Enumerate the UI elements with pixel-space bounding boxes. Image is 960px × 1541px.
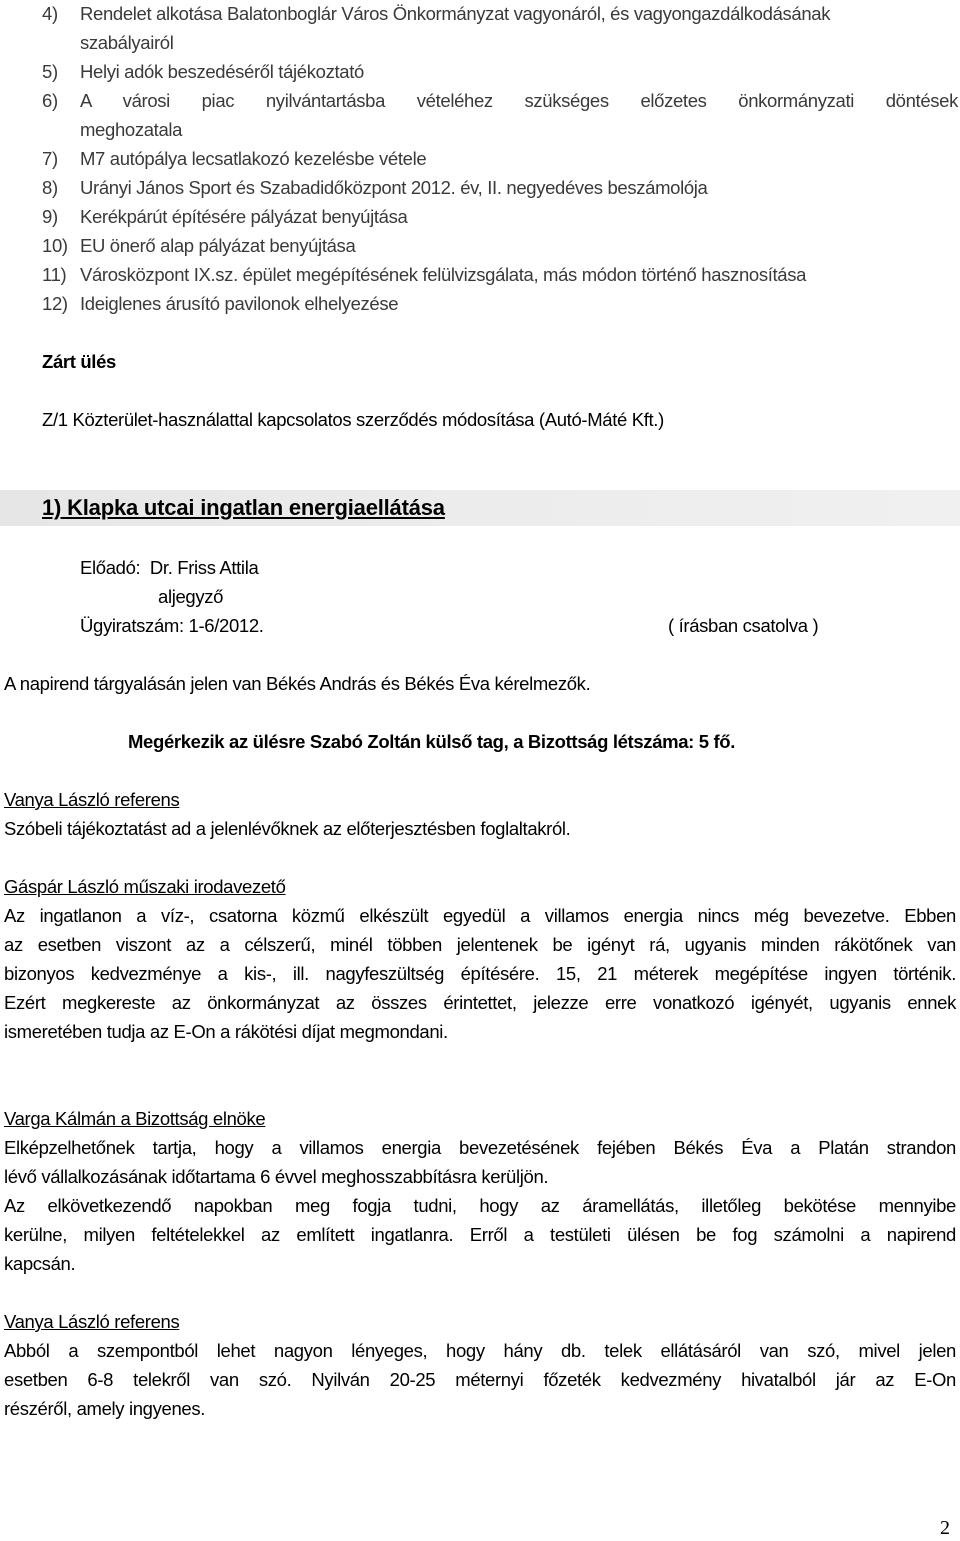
agenda-item-6-cont: meghozatala [80, 119, 183, 140]
present-note: A napirend tárgyalásán jelen van Békés András és Békés Éva kérelmezők. [4, 673, 591, 694]
speech-line: ismeretében tudja az E-On a rákötési díjat megmondani. [4, 1021, 448, 1042]
speech-line: Abból a szempontból lehet nagyon lényeges, hogy hány db. telek ellátásáról van szó, mivel jelen [4, 1340, 956, 1361]
agenda-item-4: 4) Rendelet alkotása Balatonboglár Város Önkormányzat vagyonáról, és vagyongazdálkodásának [42, 3, 831, 24]
closed-session-item: Z/1 Közterület-használattal kapcsolatos szerződés módosítása (Autó-Máté Kft.) [42, 409, 664, 430]
agenda-item-9: 9) Kerékpárút építésére pályázat benyújtása [42, 206, 408, 227]
speech-line: kerülne, milyen feltételekkel az említett ingatlanra. Erről a testületi ülésen be fog számolni a napirend [4, 1224, 956, 1245]
page-number: 2 [940, 1517, 950, 1539]
section-heading: 1) Klapka utcai ingatlan energiaellátása [42, 495, 445, 520]
agenda-item-10: 10) EU önerő alap pályázat benyújtása [42, 235, 356, 256]
agenda-item-5: 5) Helyi adók beszedéséről tájékoztató [42, 61, 364, 82]
agenda-item-8: 8) Urányi János Sport és Szabadidőközpont 2012. év, II. negyedéves beszámolója [42, 177, 708, 198]
speech-line: bizonyos kedvezménye a kis-, ill. nagyfeszültség építésére. 15, 21 méterek megépítése ingyen történik. [4, 963, 956, 984]
speech-line: Elképzelhetőnek tartja, hogy a villamos energia bevezetésének fejében Békés Éva a Platán strandon [4, 1137, 956, 1158]
file-number: Ügyiratszám: 1-6/2012. [80, 615, 264, 636]
speech-line: kapcsán. [4, 1253, 76, 1274]
speech-line: Szóbeli tájékoztatást ad a jelenlévőknek az előterjesztésben foglaltakról. [4, 818, 571, 839]
speech-line: részéről, amely ingyenes. [4, 1398, 206, 1419]
attachment-note: ( írásban csatolva ) [668, 615, 819, 636]
speech-line: Az elkövetkezendő napokban meg fogja tudni, hogy az áramellátás, illetőleg bekötése mennyibe [4, 1195, 956, 1216]
presenter-role: aljegyző [158, 586, 224, 607]
agenda-item-6: 6) A városi piac nyilvántartásba vételéhez szükséges előzetes önkormányzati döntések [42, 90, 958, 111]
speech-line: Az ingatlanon a víz-, csatorna közmű elkészült egyedül a villamos energia nincs még bevezetve. Ebben [4, 905, 956, 926]
speech-line: Ezért megkereste az önkormányzat az összes érintettet, jelezze erre vonatkozó igényét, ugyanis ennek [4, 992, 956, 1013]
presenter-line: Előadó: Dr. Friss Attila [80, 557, 259, 578]
speech-line: lévő vállalkozásának időtartama 6 évvel meghosszabbításra kerüljön. [4, 1166, 549, 1187]
speaker-name: Vanya László referens [4, 789, 180, 810]
closed-session-title: Zárt ülés [42, 351, 116, 372]
agenda-item-12: 12) Ideiglenes árusító pavilonok elhelyezése [42, 293, 399, 314]
arrival-note: Megérkezik az ülésre Szabó Zoltán külső tag, a Bizottság létszáma: 5 fő. [128, 731, 736, 752]
speaker-name: Gáspár László műszaki irodavezető [4, 876, 286, 897]
agenda-item-7: 7) M7 autópálya lecsatlakozó kezelésbe vétele [42, 148, 427, 169]
speaker-name: Vanya László referens [4, 1311, 180, 1332]
speech-line: esetben 6-8 telekről van szó. Nyilván 20-25 méternyi főzeték kedvezmény hivatalból jár az E-On [4, 1369, 956, 1390]
agenda-item-11: 11) Városközpont IX.sz. épület megépítésének felülvizsgálata, más módon történő hasznosítása [42, 264, 807, 285]
speech-line: az esetben viszont az a célszerű, minél többen jelentenek be igényt rá, ugyanis minden rákötőnek van [4, 934, 956, 955]
speaker-name: Varga Kálmán a Bizottság elnöke [4, 1108, 266, 1129]
agenda-item-4-cont: szabályairól [80, 32, 174, 53]
